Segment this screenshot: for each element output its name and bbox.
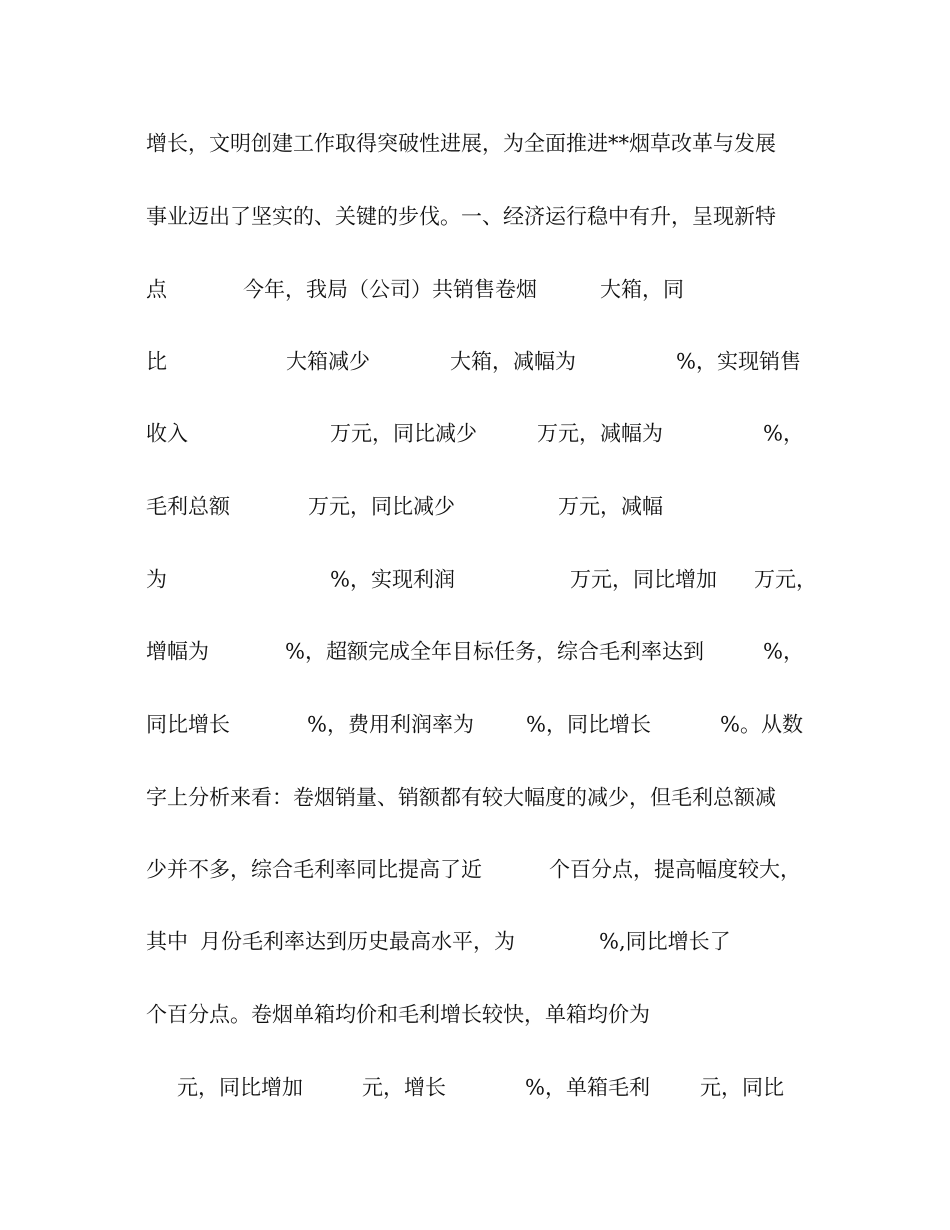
text-segment: 事业迈出了坚实的、关键的步伐。一、经济运行稳中有升，呈现新特 (146, 204, 776, 229)
text-segment: %,同比增长了 (599, 929, 731, 954)
text-segment: 今年，我局（公司）共销售卷烟 (243, 277, 537, 302)
text-segment: 元，同比增加 (177, 1075, 303, 1100)
text-segment: 万元，同比减少 (308, 494, 455, 519)
text-segment: 大箱，同 (600, 277, 684, 302)
text-segment: %， (763, 421, 804, 446)
text-segment: 万元，减幅 (558, 494, 663, 519)
text-segment: 毛利总额 (146, 494, 230, 519)
text-segment: %，超额完成全年目标任务，综合毛利率达到 (285, 639, 704, 664)
text-segment: 字上分析来看：卷烟销量、销额都有较大幅度的减少，但毛利总额减 (146, 785, 776, 810)
text-segment: 增幅为 (146, 639, 209, 664)
text-segment: 万元， (754, 567, 817, 592)
text-segment: 元，同比 (700, 1075, 784, 1100)
text-segment: 万元，同比减少 (330, 421, 477, 446)
text-segment: 个百分点。卷烟单箱均价和毛利增长较快，单箱均价为 (146, 1002, 650, 1027)
text-segment: 个百分点，提高幅度较大， (549, 857, 801, 882)
text-segment: 大箱减少 (286, 349, 370, 374)
text-segment: %，实现利润 (330, 567, 455, 592)
text-segment: 增长，文明创建工作取得突破性进展，为全面推进**烟草改革与发展 (146, 131, 776, 156)
text-segment: %。从数 (720, 712, 803, 737)
text-segment: %， (763, 639, 804, 664)
text-segment: 万元，减幅为 (537, 421, 663, 446)
text-segment: 点 (146, 277, 167, 302)
text-segment: 大箱，减幅为 (450, 349, 576, 374)
text-segment: 其中 (146, 929, 188, 954)
text-segment: 元，增长 (362, 1075, 446, 1100)
text-segment: %，同比增长 (526, 712, 651, 737)
text-segment: %，费用利润率为 (307, 712, 474, 737)
text-segment: %，实现销售 (676, 349, 801, 374)
text-segment: 同比增长 (146, 712, 230, 737)
text-segment: %，单箱毛利 (525, 1075, 650, 1100)
text-segment: 万元，同比增加 (570, 567, 717, 592)
text-segment: 月份毛利率达到历史最高水平，为 (200, 929, 515, 954)
text-segment: 为 (146, 567, 167, 592)
text-segment: 少并不多，综合毛利率同比提高了近 (146, 857, 482, 882)
text-segment: 收入 (146, 421, 188, 446)
text-segment: 比 (146, 349, 167, 374)
